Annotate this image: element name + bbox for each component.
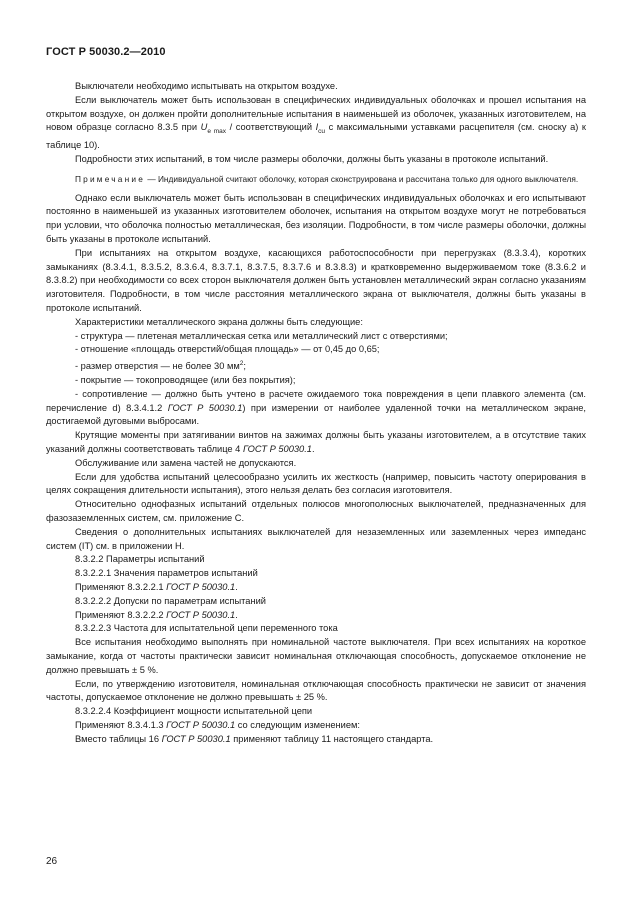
- paragraph: Выключатели необходимо испытывать на открытом воздухе.: [75, 81, 338, 91]
- text-span: .: [311, 444, 315, 455]
- text-span: Применяют 8.3.2.2.1: [75, 582, 167, 593]
- text-span: применяют таблицу 11 настоящего стандарта.: [230, 733, 434, 744]
- note-text: — Индивидуальной считают оболочку, которая сконструирована и рассчитана только для одного выключателя.: [145, 173, 579, 184]
- list-item: - отношение «площадь отверстий/общая площадь» — от 0,45 до 0,65;: [75, 344, 380, 355]
- superscript: 2: [239, 360, 244, 368]
- text-span: Если выключатель может быть использован в специфических индивидуальных оболочках и прошел испытания на открытом воздухе, он должен пройти дополнительные испытания в наименьшей из оболочек, указанных изготовителем, на новом образце согласно 8.3.5 при: [46, 94, 586, 133]
- standard-reference: ГОСТ Р 50030.1: [242, 444, 312, 455]
- paragraph: Относительно однофазных испытаний отдельных полюсов многополюсных выключателей, предназначенных для фазозаземленных систем, см. приложение С.: [46, 499, 586, 524]
- paragraph: Характеристики металлического экрана должны быть следующие:: [75, 316, 363, 327]
- text-span: Применяют 8.3.2.2.2: [75, 609, 167, 620]
- text-span: - сопротивление — должно быть учтено в расчете ожидаемого тока повреждения в цепи плавкого элемента (см. перечисление d) 8.3.4.1.2: [46, 388, 586, 413]
- voltage-subscript: e max: [207, 128, 227, 136]
- paragraph: [46, 429, 586, 457]
- note: [46, 173, 586, 186]
- list-item: - покрытие — токопроводящее (или без покрытия);: [75, 375, 296, 386]
- note-label: Примечание: [75, 173, 146, 184]
- text-span: ;: [243, 361, 246, 372]
- paragraph: [46, 609, 586, 623]
- standard-reference: ГОСТ Р 50030.1: [167, 402, 243, 413]
- text-span: Применяют 8.3.4.1.3: [75, 720, 167, 731]
- section-heading: 8.3.2.2.2 Допуски по параметрам испытаний: [75, 595, 266, 606]
- paragraph: Подробности этих испытаний, в том числе размеры оболочки, должны быть указаны в протоколе испытаний.: [75, 153, 549, 164]
- standard-reference: ГОСТ Р 50030.1: [166, 609, 236, 620]
- paragraph: [46, 733, 586, 747]
- document-header: ГОСТ Р 50030.2—2010: [46, 46, 166, 58]
- current-symbol: I: [315, 122, 319, 133]
- text-span: ) при измерении от наиболее удаленной точки на металлическом экране, достигаемой дуговыми выбросами.: [46, 402, 586, 427]
- text-span: со следующим изменением:: [235, 720, 360, 731]
- text-span: с максимальными уставками расцепителя (см. сноску а) к таблице 10).: [46, 122, 586, 151]
- voltage-symbol: U: [200, 122, 208, 133]
- paragraph: Если, по утверждению изготовителя, номинальная отключающая способность практически не зависит от значения частоты, допускаемое отклонение не должно превышать ± 25 %.: [46, 678, 586, 703]
- list-item: [46, 388, 586, 429]
- section-heading: 8.3.2.2.1 Значения параметров испытаний: [75, 568, 258, 579]
- paragraph: [46, 581, 586, 595]
- standard-reference: ГОСТ Р 50030.1: [166, 582, 236, 593]
- text-span: Крутящие моменты при затягивании винтов на зажимах должны быть указаны изготовителем, а в отсутствие таких указаний должны соответствовать таблице 4: [46, 430, 586, 455]
- section-heading: 8.3.2.2 Параметры испытаний: [75, 554, 205, 565]
- current-subscript: cu: [318, 128, 326, 136]
- list-item: - структура — плетеная металлическая сетка или металлический лист с отверстиями;: [75, 330, 448, 341]
- list-item: [46, 357, 586, 374]
- standard-reference: ГОСТ Р 50030.1: [161, 733, 231, 744]
- paragraph: Однако если выключатель может быть использован в специфических индивидуальных оболочках и его испытывают постоянно в наименьшей из указанных изготовителем оболочек, испытания на открытом воздухе могут не потребоваться при условии, что оболочка полностью металлическая, без изоляции. Подробности, в том числе размеры оболочки, должны быть указаны в протоколе испытаний.: [46, 192, 586, 245]
- paragraph: Все испытания необходимо выполнять при номинальной частоте выключателя. При всех испытаниях на короткое замыкание, когда от частоты практически зависит номинальная отключающая способность, допускаемое отклонение не должно превышать ± 5 %.: [46, 637, 586, 675]
- text-span: .: [235, 582, 238, 593]
- paragraph: [46, 719, 586, 733]
- text-span: Вместо таблицы 16: [75, 733, 162, 744]
- page-number: 26: [46, 856, 58, 867]
- paragraph: Сведения о дополнительных испытаниях выключателей для незаземленных или заземленных через импеданс систем (IT) см. в приложении Н.: [46, 526, 586, 551]
- paragraph: Если для удобства испытаний целесообразно усилить их жесткость (например, повысить частоту оперирования в целях сокращения длительности испытания), этого нельзя делать без согласия изготовителя.: [46, 471, 586, 496]
- text-span: - размер отверстия — не более 30 мм: [75, 361, 240, 372]
- paragraph: При испытаниях на открытом воздухе, касающихся работоспособности при перегрузках (8.3.3.4), коротких замыканиях (8.3.4.1, 8.3.5.2, 8.3.6.4, 8.3.7.1, 8.3.7.5, 8.3.7.6 и 8.3.8.3) и кратковременно выдерживаемом токе (8.3.6.2 и 8.3.8.2) при необходимости со всех сторон выключателя должен быть установлен металлический экран согласно указаниям изготовителя. Подробности, в том числе расстояния металлического экрана от выключателя, должны быть указаны в протоколе испытаний.: [46, 247, 586, 314]
- section-heading: 8.3.2.2.3 Частота для испытательной цепи переменного тока: [75, 623, 338, 634]
- text-span: .: [235, 609, 238, 620]
- text-span: / соответствующий: [226, 122, 316, 133]
- paragraph: Обслуживание или замена частей не допускаются.: [75, 457, 297, 468]
- page-body: [46, 80, 586, 747]
- paragraph-enclosure-tests: [46, 94, 586, 153]
- standard-reference: ГОСТ Р 50030.1: [166, 720, 236, 731]
- section-heading: 8.3.2.2.4 Коэффициент мощности испытательной цепи: [75, 706, 313, 717]
